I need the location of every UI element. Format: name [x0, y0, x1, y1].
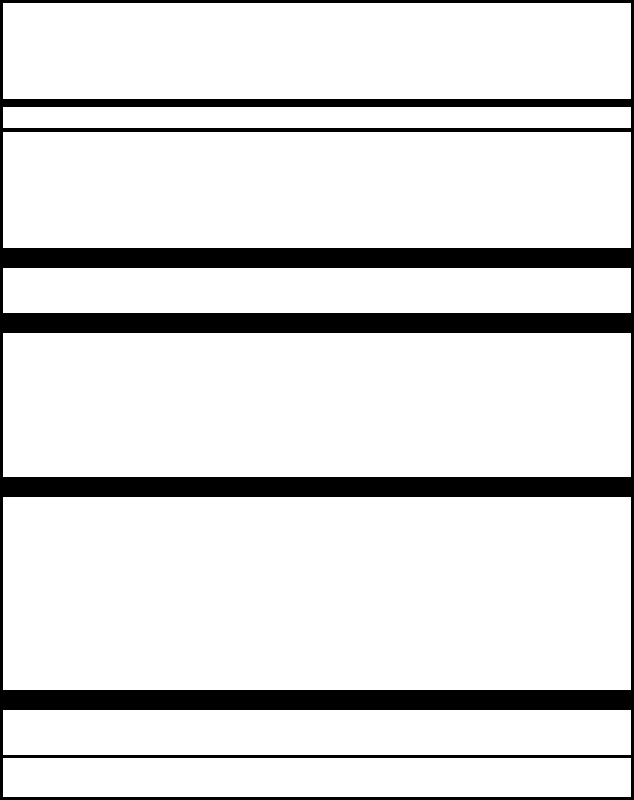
section-divider: [3, 477, 631, 497]
section-divider: [3, 690, 631, 710]
footer-divider: [3, 755, 631, 758]
section-divider: [3, 248, 631, 268]
header-divider: [3, 128, 631, 132]
thick-divider: [3, 99, 631, 107]
section-divider: [3, 313, 631, 333]
